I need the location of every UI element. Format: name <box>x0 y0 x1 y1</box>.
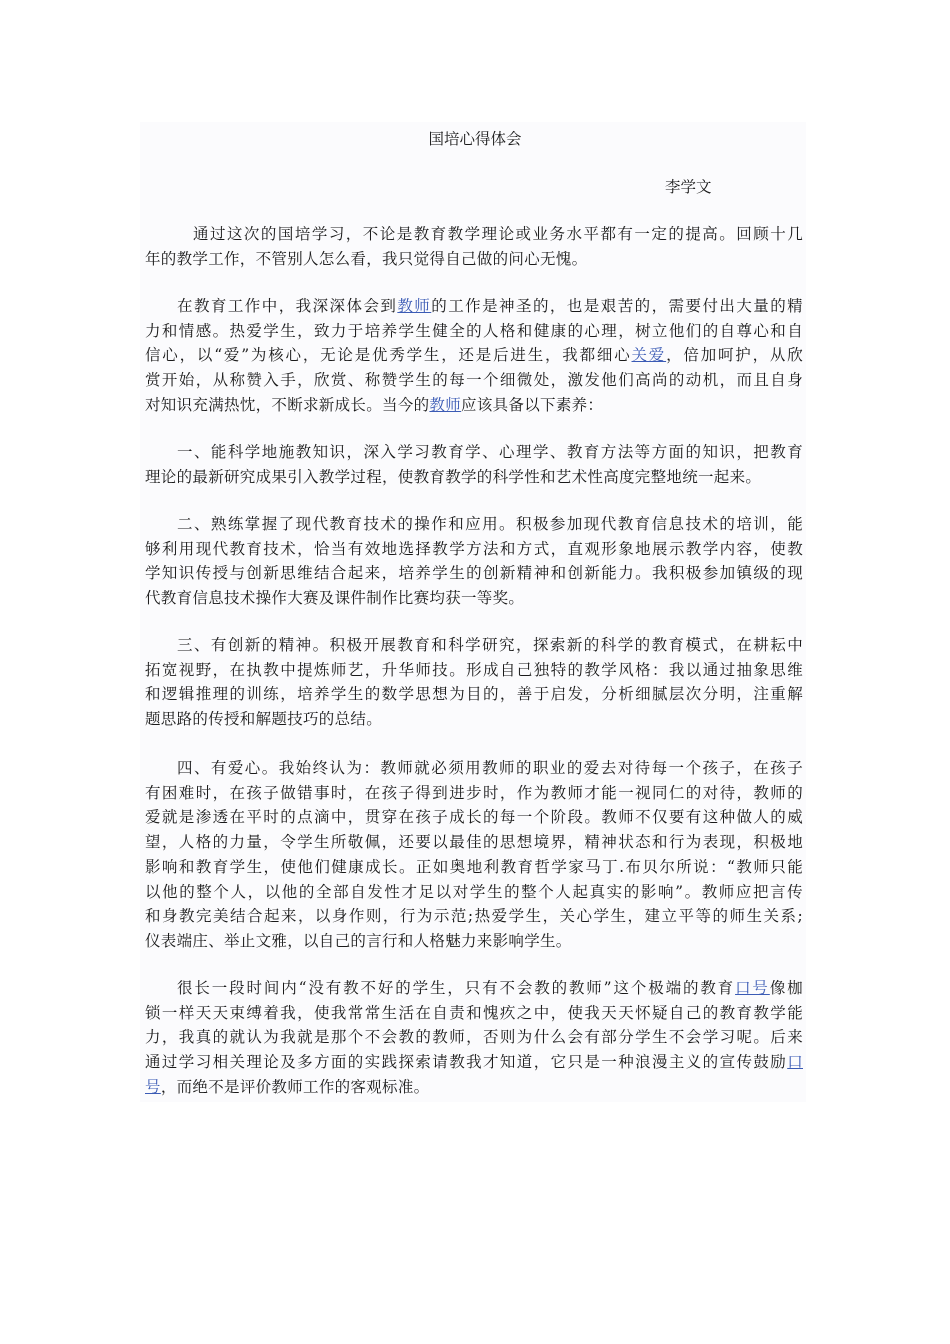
paragraph-line: 很长一段时间内“没有教不好的学生，只有不会教的教师”这个极端的教育口号像枷 <box>177 979 803 997</box>
paragraph-5 <box>145 633 803 732</box>
link-care[interactable]: 关爱 <box>631 346 667 365</box>
paragraph-line: 以他的整个人，以他的全部自发性才足以对学生的整个人起真实的影响”。教师应把言传 <box>145 882 803 901</box>
paragraph-line: 爱就是渗透在平时的点滴中，贯穿在孩子成长的每一个阶段。教师不仅要有这种做人的威 <box>145 808 803 827</box>
paragraph-line: 有困难时，在孩子做错事时，在孩子得到进步时，作为教师才能一视同仁的对待，教师的 <box>145 783 803 802</box>
paragraph-line: 仪表端庄、举止文雅，以自己的言行和人格魅力来影响学生。 <box>145 931 572 950</box>
link-slogan-part-2[interactable]: 号 <box>145 1077 161 1096</box>
paragraph-line: 号，而绝不是评价教师工作的客观标准。 <box>145 1077 430 1096</box>
paragraph-2 <box>145 294 803 418</box>
paragraph-line: 赏开始，从称赞入手，欣赏、称赞学生的每一个细微处，激发他们高尚的动机，而且自身 <box>145 371 803 390</box>
paragraph-line: 通过学习相关理论及多方面的实践探索请教我才知道，它只是一种浪漫主义的宣传鼓励口 <box>145 1053 803 1072</box>
paragraph-line: 一、能科学地施教知识，深入学习教育学、心理学、教育方法等方面的知识，把教育 <box>177 443 803 461</box>
paragraph-7 <box>145 976 803 1100</box>
link-teacher[interactable]: 教师 <box>397 297 432 315</box>
paragraph-line: 学知识传授与创新思维结合起来，培养学生的创新精神和创新能力。我积极参加镇级的现 <box>145 564 803 583</box>
paragraph-line: 力和情感。热爱学生，致力于培养学生健全的人格和健康的心理，树立他们的自尊心和自 <box>145 321 803 340</box>
link-slogan[interactable]: 口号 <box>735 979 770 997</box>
paragraph-line: 信心，以“爱”为核心，无论是优秀学生，还是后进生，我都细心关爱，倍加呵护，从欣 <box>145 346 803 365</box>
paragraph-line: 拓宽视野，在执教中提炼师艺，升华师技。形成自己独特的教学风格：我以通过抽象思维 <box>145 660 803 679</box>
paragraph-line: 理论的最新研究成果引入教学过程，使教育教学的科学性和艺术性高度完整地统一起来。 <box>145 467 762 486</box>
paragraph-line: 望，人格的力量，令学生所敬佩，还要以最佳的思想境界，精神状态和行为表现，积极地 <box>145 833 803 852</box>
paragraph-line: 通过这次的国培学习，不论是教育教学理论或业务水平都有一定的提高。回顾十几 <box>193 225 803 243</box>
paragraph-line: 三、有创新的精神。积极开展教育和科学研究，探索新的科学的教育模式，在耕耘中 <box>177 636 803 654</box>
paragraph-line: 在教育工作中，我深深体会到教师的工作是神圣的，也是艰苦的，需要付出大量的精 <box>177 297 803 315</box>
paragraph-line: 对知识充满热忱，不断求新成长。当今的教师应该具备以下素养： <box>145 395 604 414</box>
paragraph-6 <box>145 756 803 954</box>
paragraph-line: 代教育信息技术操作大赛及课件制作比赛均获一等奖。 <box>145 589 525 608</box>
paragraph-line: 二、熟练掌握了现代教育技术的操作和应用。积极参加现代教育信息技术的培训，能 <box>177 515 803 533</box>
document-author: 李学文 <box>665 178 712 196</box>
paragraph-line: 力，我真的就认为我就是那个不会教的教师，否则为什么会有部分学生不会学习呢。后来 <box>145 1028 803 1047</box>
paragraph-line: 题思路的传授和解题技巧的总结。 <box>145 710 383 729</box>
paragraph-line: 够利用现代教育技术，恰当有效地选择教学方法和方式，直观形象地展示教学内容，使教 <box>145 539 803 558</box>
paragraph-line: 年的教学工作，不管别人怎么看，我只觉得自己做的问心无愧。 <box>145 249 588 268</box>
link-teacher-2[interactable]: 教师 <box>429 395 462 414</box>
link-slogan-part-1[interactable]: 口 <box>787 1053 803 1072</box>
paragraph-4 <box>145 512 803 611</box>
paragraph-3 <box>145 440 803 489</box>
paragraph-line: 四、有爱心。我始终认为：教师就必须用教师的职业的爱去对待每一个孩子，在孩子 <box>177 759 803 777</box>
paragraph-1 <box>145 222 803 271</box>
paragraph-line: 影响和教育学生，使他们健康成长。正如奥地利教育哲学家马丁.布贝尔所说：“教师只能 <box>145 857 803 876</box>
document-title: 国培心得体会 <box>428 130 522 148</box>
paragraph-line: 和逻辑推理的训练，培养学生的数学思想为目的，善于启发，分析细腻层次分明，注重解 <box>145 685 803 704</box>
paragraph-line: 锁一样天天束缚着我，使我常常生活在自责和愧疚之中，使我天天怀疑自己的教育教学能 <box>145 1003 803 1022</box>
paragraph-line: 和身教完美结合起来，以身作则，行为示范;热爱学生，关心学生，建立平等的师生关系; <box>145 907 803 926</box>
